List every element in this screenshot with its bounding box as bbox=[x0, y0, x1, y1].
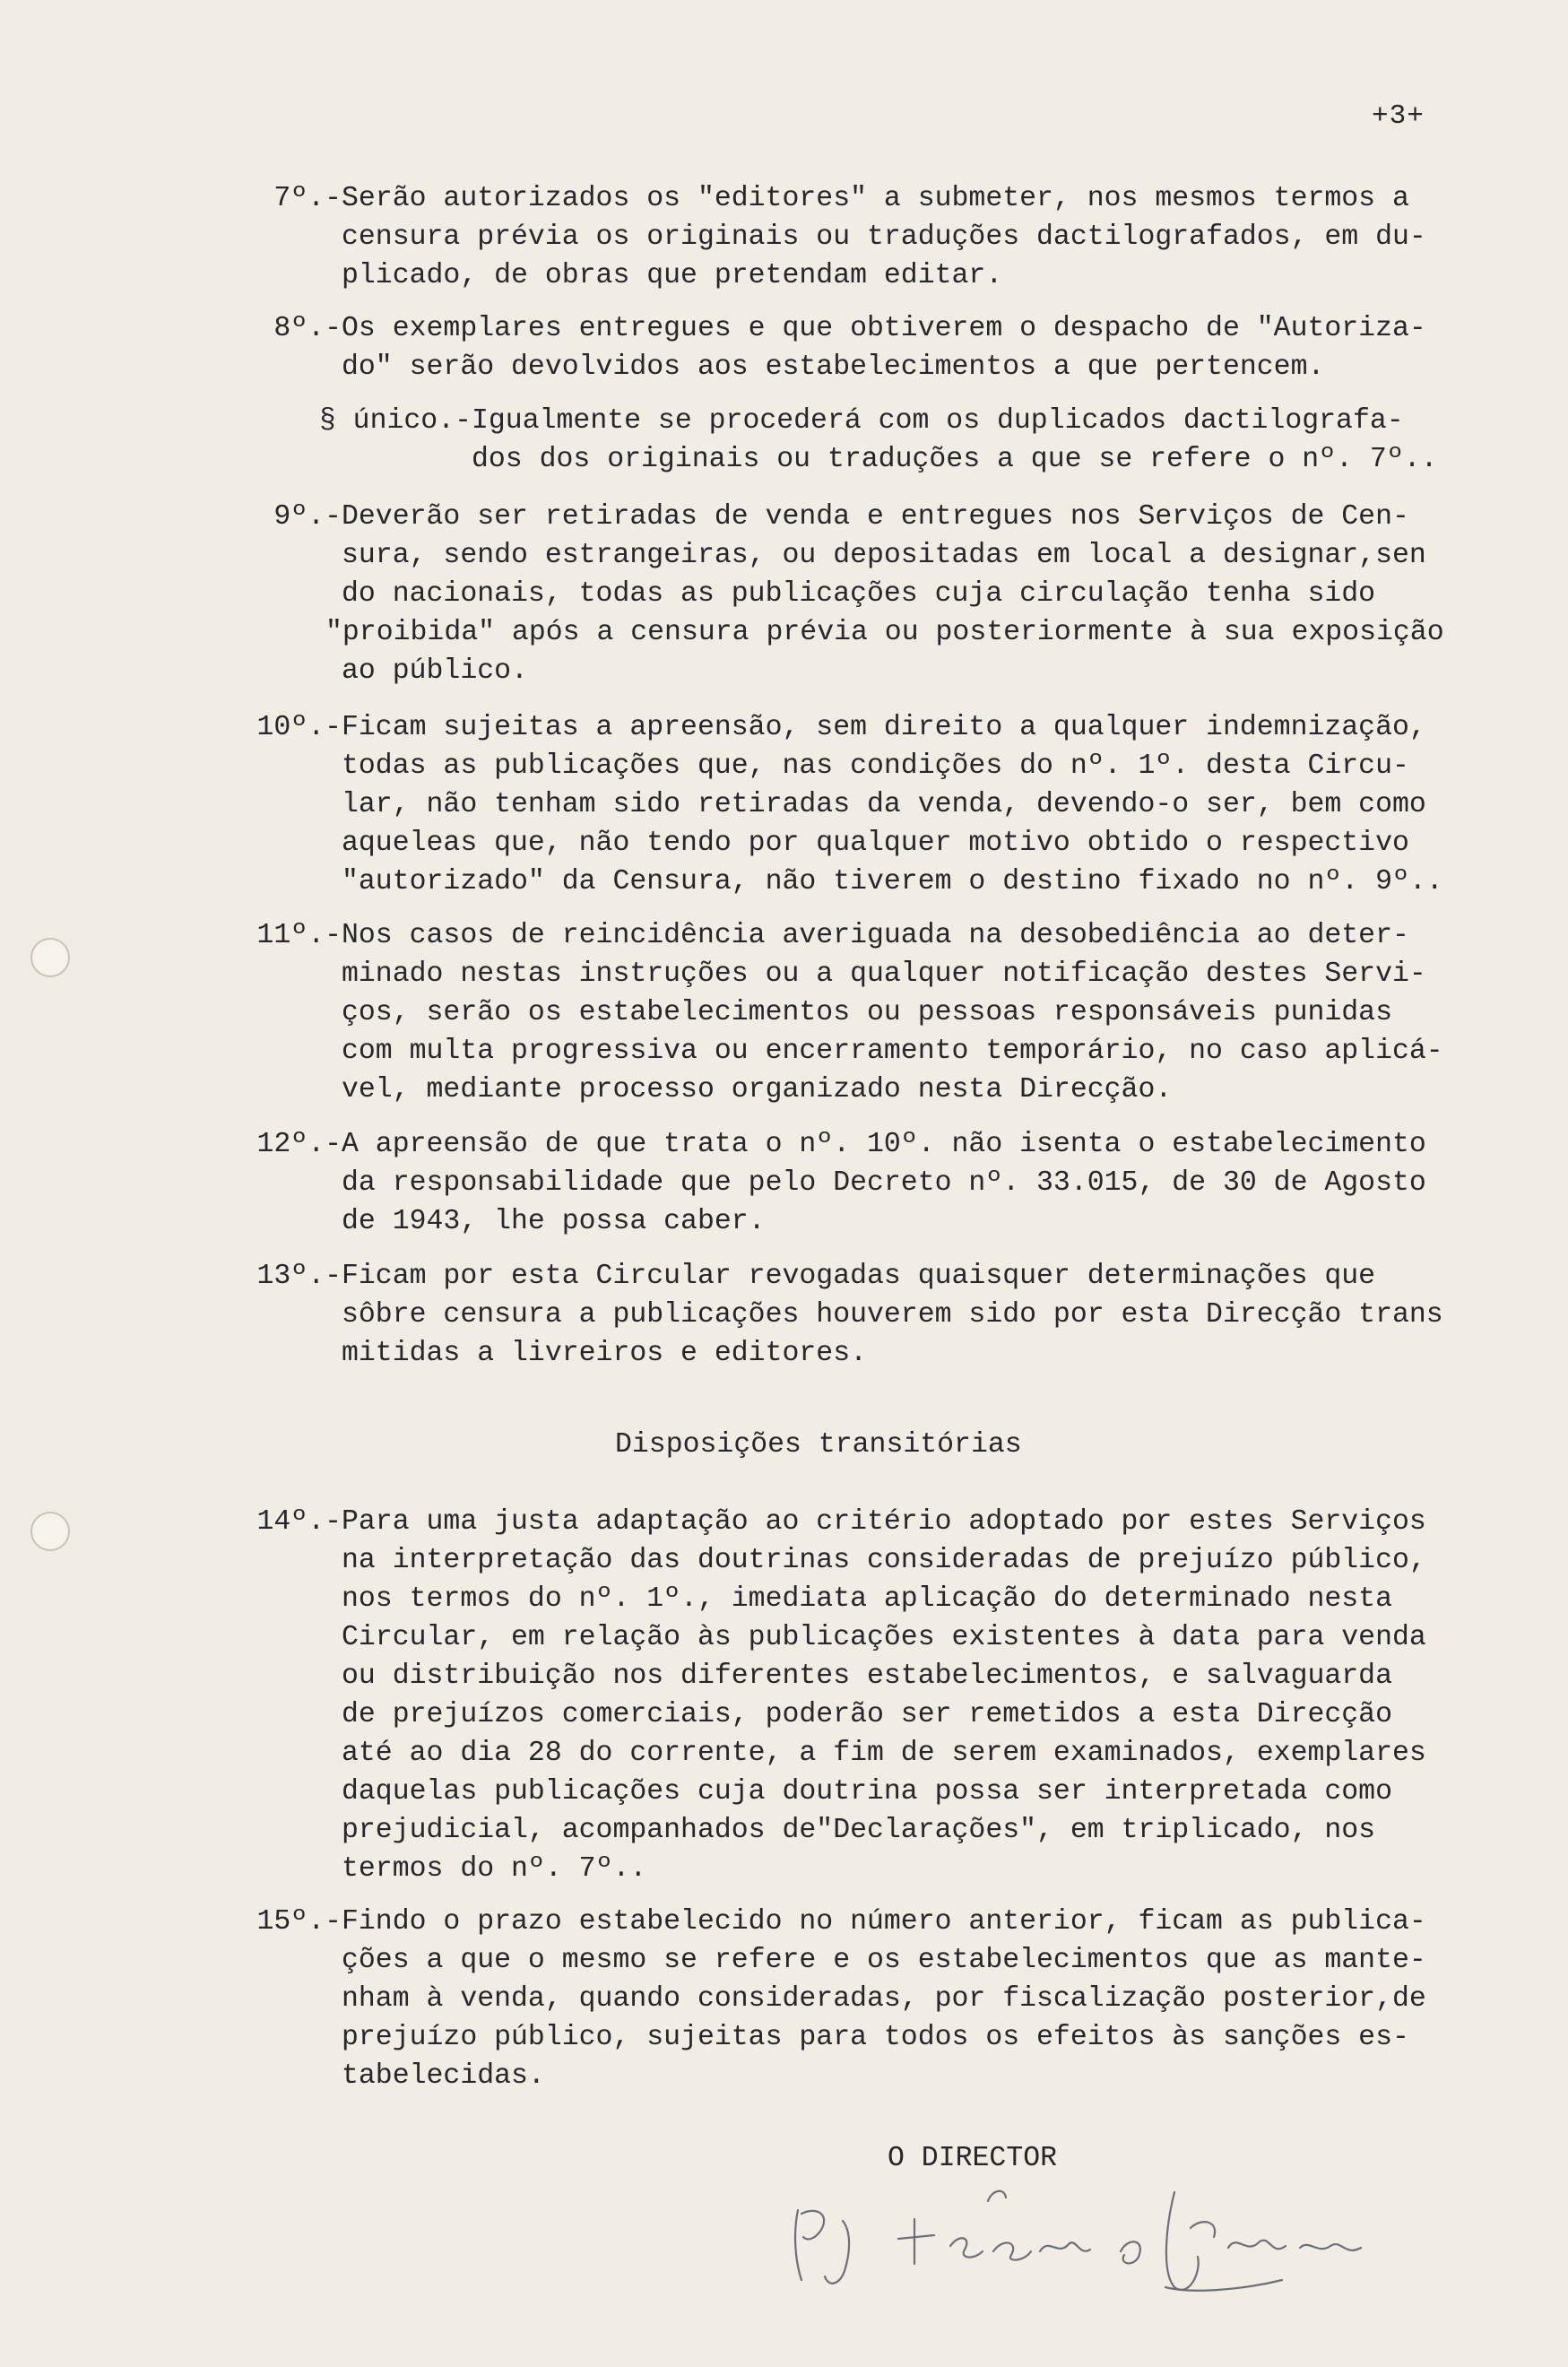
clause-line: dos dos originais ou traduções a que se refere o nº. 7º.. bbox=[472, 444, 1438, 475]
clause-line: até ao dia 28 do corrente, a fim de serem examinados, exemplares bbox=[342, 1738, 1426, 1769]
clause-line: vel, mediante processo organizado nesta Direcção. bbox=[342, 1074, 1173, 1105]
clause-line: ou distribuição nos diferentes estabelecimentos, e salvaguarda bbox=[342, 1660, 1392, 1692]
clause-line: da responsabilidade que pelo Decreto nº. 33.015, de 30 de Agosto bbox=[342, 1167, 1426, 1199]
handwritten-signature bbox=[780, 2174, 1399, 2300]
clause-line: termos do nº. 7º.. bbox=[342, 1853, 647, 1885]
clause-line: do" serão devolvidos aos estabelecimentos a que pertencem. bbox=[342, 351, 1325, 383]
clause-line: Circular, em relação às publicações existentes à data para venda bbox=[342, 1622, 1426, 1653]
clause-line: Ficam por esta Circular revogadas quaisquer determinações que bbox=[342, 1261, 1376, 1292]
clause-line: daquelas publicações cuja doutrina possa ser interpretada como bbox=[342, 1776, 1392, 1808]
clause-line: tabelecidas. bbox=[342, 2060, 545, 2092]
clause-line: A apreensão de que trata o nº. 10º. não isenta o estabelecimento bbox=[342, 1129, 1426, 1160]
clause-number: 12º.- bbox=[256, 1129, 342, 1160]
clause-line: Nos casos de reincidência averiguada na desobediência ao deter- bbox=[342, 920, 1409, 951]
clause-line: Os exemplares entregues e que obtiverem o despacho de "Autoriza- bbox=[342, 313, 1426, 344]
clause-line: "autorizado" da Censura, não tiverem o destino fixado no nº. 9º.. bbox=[342, 866, 1443, 897]
punch-hole bbox=[30, 938, 70, 977]
section-heading: Disposições transitórias bbox=[615, 1429, 1022, 1461]
punch-hole bbox=[30, 1512, 70, 1551]
clause-line: ao público. bbox=[342, 655, 528, 687]
signatory-title: O DIRECTOR bbox=[888, 2143, 1058, 2174]
clause-line: nham à venda, quando consideradas, por fiscalização posterior,de bbox=[342, 1983, 1426, 2015]
clause-line: prejuízo público, sujeitas para todos os efeitos às sanções es- bbox=[342, 2022, 1409, 2053]
clause-line: Igualmente se procederá com os duplicados dactilografa- bbox=[472, 405, 1404, 437]
clause-line: na interpretação das doutrinas consideradas de prejuízo público, bbox=[342, 1545, 1426, 1576]
clause-line: sôbre censura a publicações houverem sido por esta Direcção trans bbox=[342, 1299, 1443, 1331]
clause-line: de 1943, lhe possa caber. bbox=[342, 1206, 766, 1237]
clause-line: plicado, de obras que pretendam editar. bbox=[342, 260, 1003, 291]
clause-number: 10º.- bbox=[256, 712, 342, 743]
clause-line: aqueleas que, não tendo por qualquer motivo obtido o respectivo bbox=[342, 828, 1409, 859]
clause-line: sura, sendo estrangeiras, ou depositadas em local a designar,sen bbox=[342, 540, 1426, 571]
clause-line: minado nestas instruções ou a qualquer notificação destes Servi- bbox=[342, 958, 1426, 990]
clause-number: 13º.- bbox=[256, 1261, 342, 1292]
clause-line: Ficam sujeitas a apreensão, sem direito a qualquer indemnização, bbox=[342, 712, 1426, 743]
clause-number: 15º.- bbox=[256, 1906, 342, 1938]
clause-line: mitidas a livreiros e editores. bbox=[342, 1338, 867, 1369]
clause-line: nos termos do nº. 1º., imediata aplicação do determinado nesta bbox=[342, 1583, 1392, 1615]
clause-number: 9º.- bbox=[273, 501, 342, 533]
clause-number: 8º.- bbox=[273, 313, 342, 344]
clause-number: § único.- bbox=[318, 405, 472, 437]
clause-number: 7º.- bbox=[273, 183, 342, 214]
clause-line: ções a que o mesmo se refere e os estabelecimentos que as mante- bbox=[342, 1945, 1426, 1976]
clause-line: prejudicial, acompanhados de"Declarações", em triplicado, nos bbox=[342, 1815, 1376, 1846]
clause-number: 11º.- bbox=[256, 920, 342, 951]
clause-line: censura prévia os originais ou traduções dactilografados, em du- bbox=[342, 221, 1426, 253]
clause-line: de prejuízos comerciais, poderão ser remetidos a esta Direcção bbox=[342, 1699, 1392, 1730]
clause-line: Para uma justa adaptação ao critério adoptado por estes Serviços bbox=[342, 1506, 1426, 1538]
clause-line: com multa progressiva ou encerramento temporário, no caso aplicá- bbox=[342, 1036, 1443, 1067]
clause-line: ços, serão os estabelecimentos ou pessoas responsáveis punidas bbox=[342, 997, 1392, 1028]
clause-line: do nacionais, todas as publicações cuja circulação tenha sido bbox=[342, 578, 1376, 610]
clause-line: Findo o prazo estabelecido no número anterior, ficam as publica- bbox=[342, 1906, 1426, 1938]
clause-line: lar, não tenham sido retiradas da venda, devendo-o ser, bem como bbox=[342, 789, 1426, 820]
clause-line: todas as publicações que, nas condições do nº. 1º. desta Circu- bbox=[342, 750, 1409, 782]
clause-line: Deverão ser retiradas de venda e entregues nos Serviços de Cen- bbox=[342, 501, 1409, 533]
clause-line: Serão autorizados os "editores" a submeter, nos mesmos termos a bbox=[342, 183, 1409, 214]
clause-line: "proibida" após a censura prévia ou posteriormente à sua exposição bbox=[325, 617, 1444, 648]
clause-number: 14º.- bbox=[256, 1506, 342, 1538]
page-number: +3+ bbox=[1372, 100, 1425, 132]
